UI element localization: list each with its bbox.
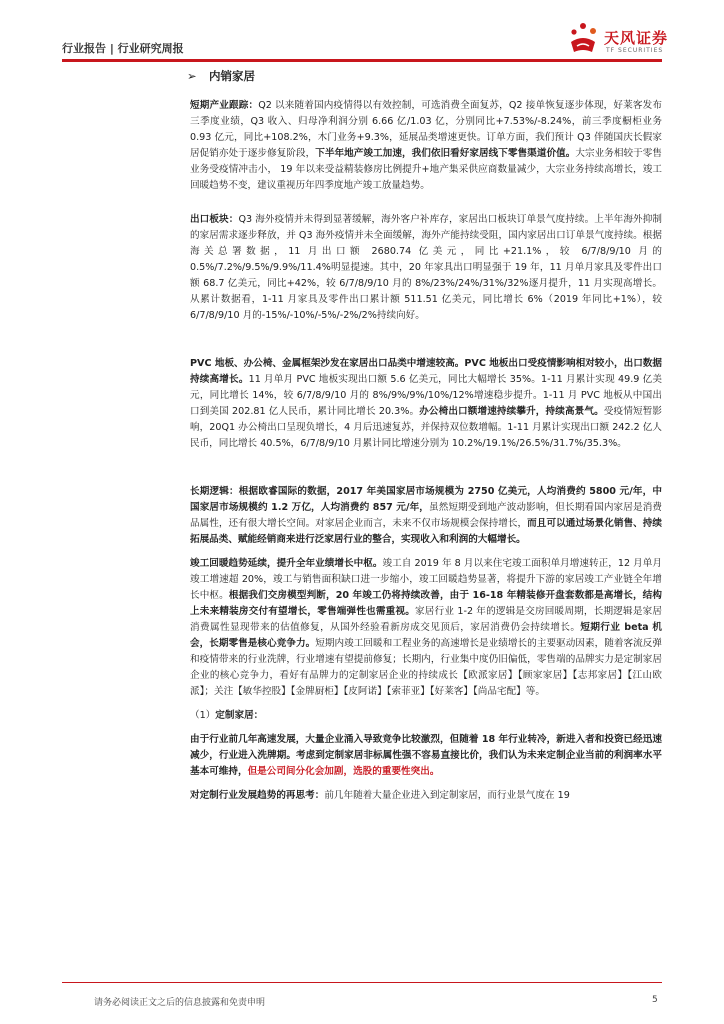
- paragraph: [190, 556, 662, 700]
- bold-text: 下半年地产竣工加速，我们依旧看好家居线下零售渠道价值。: [315, 148, 576, 159]
- tf-securities-logo: [560, 20, 690, 60]
- paragraph: [190, 484, 662, 548]
- paragraph-gap: [190, 324, 662, 356]
- bold-text: 定制家居：: [215, 710, 264, 721]
- paragraph-gap: [190, 194, 662, 212]
- bold-text: 对定制行业发展趋势的再思考：: [190, 790, 325, 801]
- report-body: [187, 68, 663, 804]
- bold-text: 办公椅出口额增速持续攀升，持续高景气。: [419, 406, 604, 417]
- paragraph: [190, 732, 662, 780]
- body-text: （1）: [190, 710, 216, 721]
- paragraph: [190, 788, 662, 804]
- paragraph: [190, 212, 662, 324]
- paragraph-gap: [190, 780, 662, 788]
- breadcrumb: 行业报告 | 行业研究周报: [62, 42, 184, 55]
- paragraph-gap: [190, 452, 662, 484]
- section-heading: [187, 68, 662, 84]
- tf-logo-icon: [566, 22, 600, 56]
- logo-text-cn: 天风证券: [604, 29, 669, 47]
- bold-text: 竣工回暖趋势延续，提升全年业绩增长中枢。: [190, 558, 383, 569]
- section-title: 内销家居: [209, 69, 255, 83]
- body-text: 短期内竣工回暖和工程业务的高速增长是业绩增长的主要驱动因素，随着客流反弹和疫情带来的行业洗牌，行业增速有望提前修复；长期内，行业集中度仍旧偏低，零售端的品牌实力是定制家居企业的核心竞争力，看好有品牌力的定制家居企业的持续成长【欧派家居】【顾家家居】【志邦家居】【江山欧派】；关注【敏华控股】【金牌厨柜】【皮阿诺】【索菲亚】【好莱客】【尚品宅配】等。: [190, 638, 663, 697]
- page-number: 5: [652, 995, 658, 1005]
- disclaimer-text: 请务必阅读正文之后的信息披露和免责申明: [94, 998, 266, 1008]
- body-text: 11 月单月 PVC 地板实现出口额 5.6 亿美元，同比大幅增长 35%。1-11 月累计实现 49.9 亿美元，同比增长 14%，较 6/7/8/9/10 月的 8%/9%/9%/10%/12%增速稳步提升。1-11 月 PVC 地板从中国出口到美国 202.81 亿人民币，累计同比增长 20.3%。: [190, 374, 662, 417]
- body-text: 竣工自 2019 年 8 月以来住宅竣工面积单月增速转正，12 月单月竣工增速超 20%，竣工与销售面积缺口进一步缩小，竣工回暖趋势显著，将提升下游的家居竣工产业链全年增长中枢。: [190, 558, 662, 601]
- bold-text: 长期逻辑：根据欧睿国际的数据，2017 年美国家居市场规模为 2750 亿美元，人均消费约 5800 元/年，中国家居市场规模约 1.2 万亿，人均消费约 857 元/年，: [190, 486, 662, 513]
- page-footer: [62, 982, 662, 1008]
- body-text: 大宗业务相较于零售业务受疫情冲击小， 19 年以来受益精装修房比例提升+地产集采供应商数量减少，大宗业务持续高增长，竣工回暖趋势不变，建议重视历年四季度地产竣工放量趋势。: [190, 148, 663, 191]
- paragraph: [190, 98, 662, 194]
- bold-text: 短期产业跟踪：: [190, 100, 259, 111]
- paragraph-gap: [190, 548, 662, 556]
- body-text: 受疫情短暂影响，20Q1 办公椅出口呈现负增长，4 月后迅速复苏，并保持双位数增幅。1-11 月累计实现出口额 242.2 亿人民币，同比增长 40.5%，6/7/8/9/10 月累计同比增速分别为 10.2%/19.1%/26.5%/31.7%/35.3%。: [190, 406, 663, 449]
- logo-text-en: TF SECURITIES: [606, 47, 664, 54]
- body-text: Q3 海外疫情并未得到显著缓解，海外客户补库存，家居出口板块订单景气度持续。上半年海外抑制的家居需求逐步释放，并 Q3 海外疫情并未全面缓解，海外产能持续受阻，国内家居出口订单景气度持续。根据海关总署数据，11 月出口额 2680.74 亿美元，同比+21.1%，较 6/7/8/9/10 月的 0.5%/7.2%/9.5%/9.9%/11.4%明显提速。其中，20 年家具出口明显强于 19 年，11 月单月家具及零件出口额 68.7 亿美元，同比+42%，较 6/7/8/9/10 月的 8%/23%/24%/31%/32%逐月提升，11 月实现高增长。从累计数据看，1-11 月家具及零件出口累计额 511.51 亿美元，同比增长 6%（2019 年同比+1%），较 6/7/8/9/10 月的-15%/-10%/-5%/-2%/2%持续向好。: [190, 214, 662, 321]
- header-divider: [62, 59, 662, 62]
- body-text: 前几年随着大量企业进入到定制家居，而行业景气度在 19: [324, 790, 570, 801]
- paragraph: [190, 356, 662, 452]
- paragraph-list: [190, 98, 662, 804]
- paragraph-gap: [190, 700, 662, 708]
- highlight-text: 但是公司间分化会加剧，选股的重要性突出。: [247, 766, 440, 777]
- arrow-bullet-icon: ➢: [187, 69, 197, 83]
- bold-text: 出口板块：: [190, 214, 239, 225]
- bold-text: 由于行业前几年高速发展，大量企业涌入导致竞争比较激烈，但随着 18 年行业转冷，新进入者和投资已经迅速减少，行业进入洗牌期。考虑到定制家居非标属性强不容易直接比价，我们认为未来定制企业当前的利润率水平基本可维持，: [190, 734, 662, 777]
- paragraph: [190, 708, 662, 724]
- bold-text: 短期行业 beta 机会，长期零售是核心竞争力。: [190, 622, 662, 649]
- body-text: 家居行业 1-2 年的逻辑是交房回暖周期，长期逻辑是家居消费属性显现带来的估值修复，从国外经验看新房成交见顶后，家居消费仍会持续增长。: [190, 606, 662, 633]
- body-text: 虽然短期受到地产波动影响，但长期看国内家居是消费品属性，还有很大增长空间。对家居企业而言，未来不仅市场规模会保持增长，: [190, 502, 662, 529]
- footer-divider: [62, 982, 662, 983]
- paragraph-gap: [190, 724, 662, 732]
- bold-text: 根据我们交房模型判断，20 年竣工仍将持续改善，由于 16-18 年精装修开盘套数都是高增长，结构上未来精装房交付有望增长，零售端弹性也需重视。: [190, 590, 662, 617]
- page-header: [0, 0, 724, 62]
- bold-text: 而且可以通过场景化销售、持续拓展品类、赋能经销商来进行泛家居行业的整合，实现收入和利润的大幅增长。: [190, 518, 663, 545]
- bold-text: PVC 地板、办公椅、金属框架沙发在家居出口品类中增速较高。PVC 地板出口受疫情影响相对较小，出口数据持续高增长。: [190, 358, 662, 385]
- body-text: Q2 以来随着国内疫情得以有效控制，可选消费全面复苏，Q2 接单恢复逐步体现，好莱客发布三季度业绩，Q3 收入、归母净利润分别 6.66 亿/1.03 亿，分别同比+7.53%/-8.24%，前三季度橱柜业务 0.93 亿元，同比+108.2%，木门业务+9.3%，延展品类增速更快。订单方面，我们预计 Q3 伴随国庆长假家居促销亦处于逐步修复阶段，: [190, 100, 662, 159]
